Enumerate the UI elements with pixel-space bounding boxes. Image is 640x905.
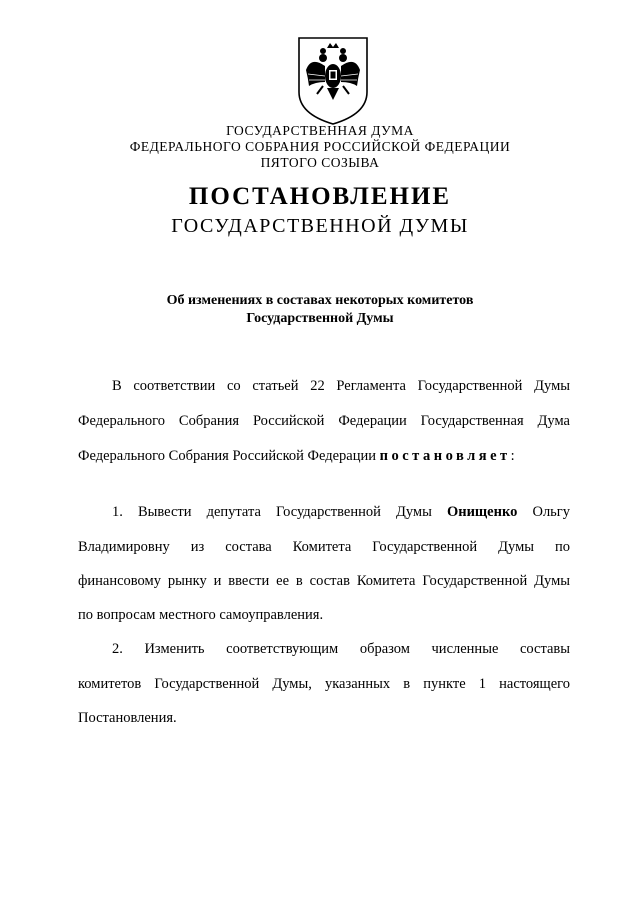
preamble-line-3 [78, 448, 570, 465]
subject-line-2: Государственной Думы [246, 311, 394, 326]
preamble-line-1: В соответствии со статьей 22 Регламента Государственной Думы [112, 378, 570, 394]
resolves-verb: постановляет [379, 448, 511, 464]
preamble-line-3-suffix: : [510, 448, 515, 464]
preamble-line-2: Федерального Собрания Российской Федерации Государственная Дума [78, 413, 570, 429]
russian-coat-of-arms-icon [293, 34, 373, 126]
item-1-line-2: Владимировну из состава Комитета Государственной Думы по [78, 539, 570, 555]
item-1-line-3: финансовому рынку и ввести ее в состав Комитета Государственной Думы [78, 573, 570, 589]
item-1-prefix: 1. Вывести депутата Государственной Думы [112, 504, 447, 520]
document-type: ПОСТАНОВЛЕНИЕ [188, 183, 452, 210]
item-2-line-1: 2. Изменить соответствующим образом численные составы [112, 641, 570, 657]
item-2-line-3: Постановления. [78, 710, 177, 726]
document-issuer: ГОСУДАРСТВЕННОЙ ДУМЫ [171, 215, 469, 237]
item-1-suffix: Ольгу [517, 504, 570, 520]
subject-line-1: Об изменениях в составах некоторых комитетов [166, 293, 474, 308]
header-line-1: ГОСУДАРСТВЕННАЯ ДУМА [226, 123, 414, 138]
item-2-line-2: комитетов Государственной Думы, указанных в пункте 1 настоящего [78, 676, 570, 692]
header-line-2: ФЕДЕРАЛЬНОГО СОБРАНИЯ РОССИЙСКОЙ ФЕДЕРАЦИИ [129, 139, 511, 154]
item-1-line-1 [112, 504, 570, 521]
header-line-3: ПЯТОГО СОЗЫВА [260, 155, 380, 170]
item-1-line-4: по вопросам местного самоуправления. [78, 607, 324, 623]
preamble-line-3-prefix: Федерального Собрания Российской Федерации [78, 448, 380, 464]
deputy-surname: Онищенко [446, 504, 518, 520]
